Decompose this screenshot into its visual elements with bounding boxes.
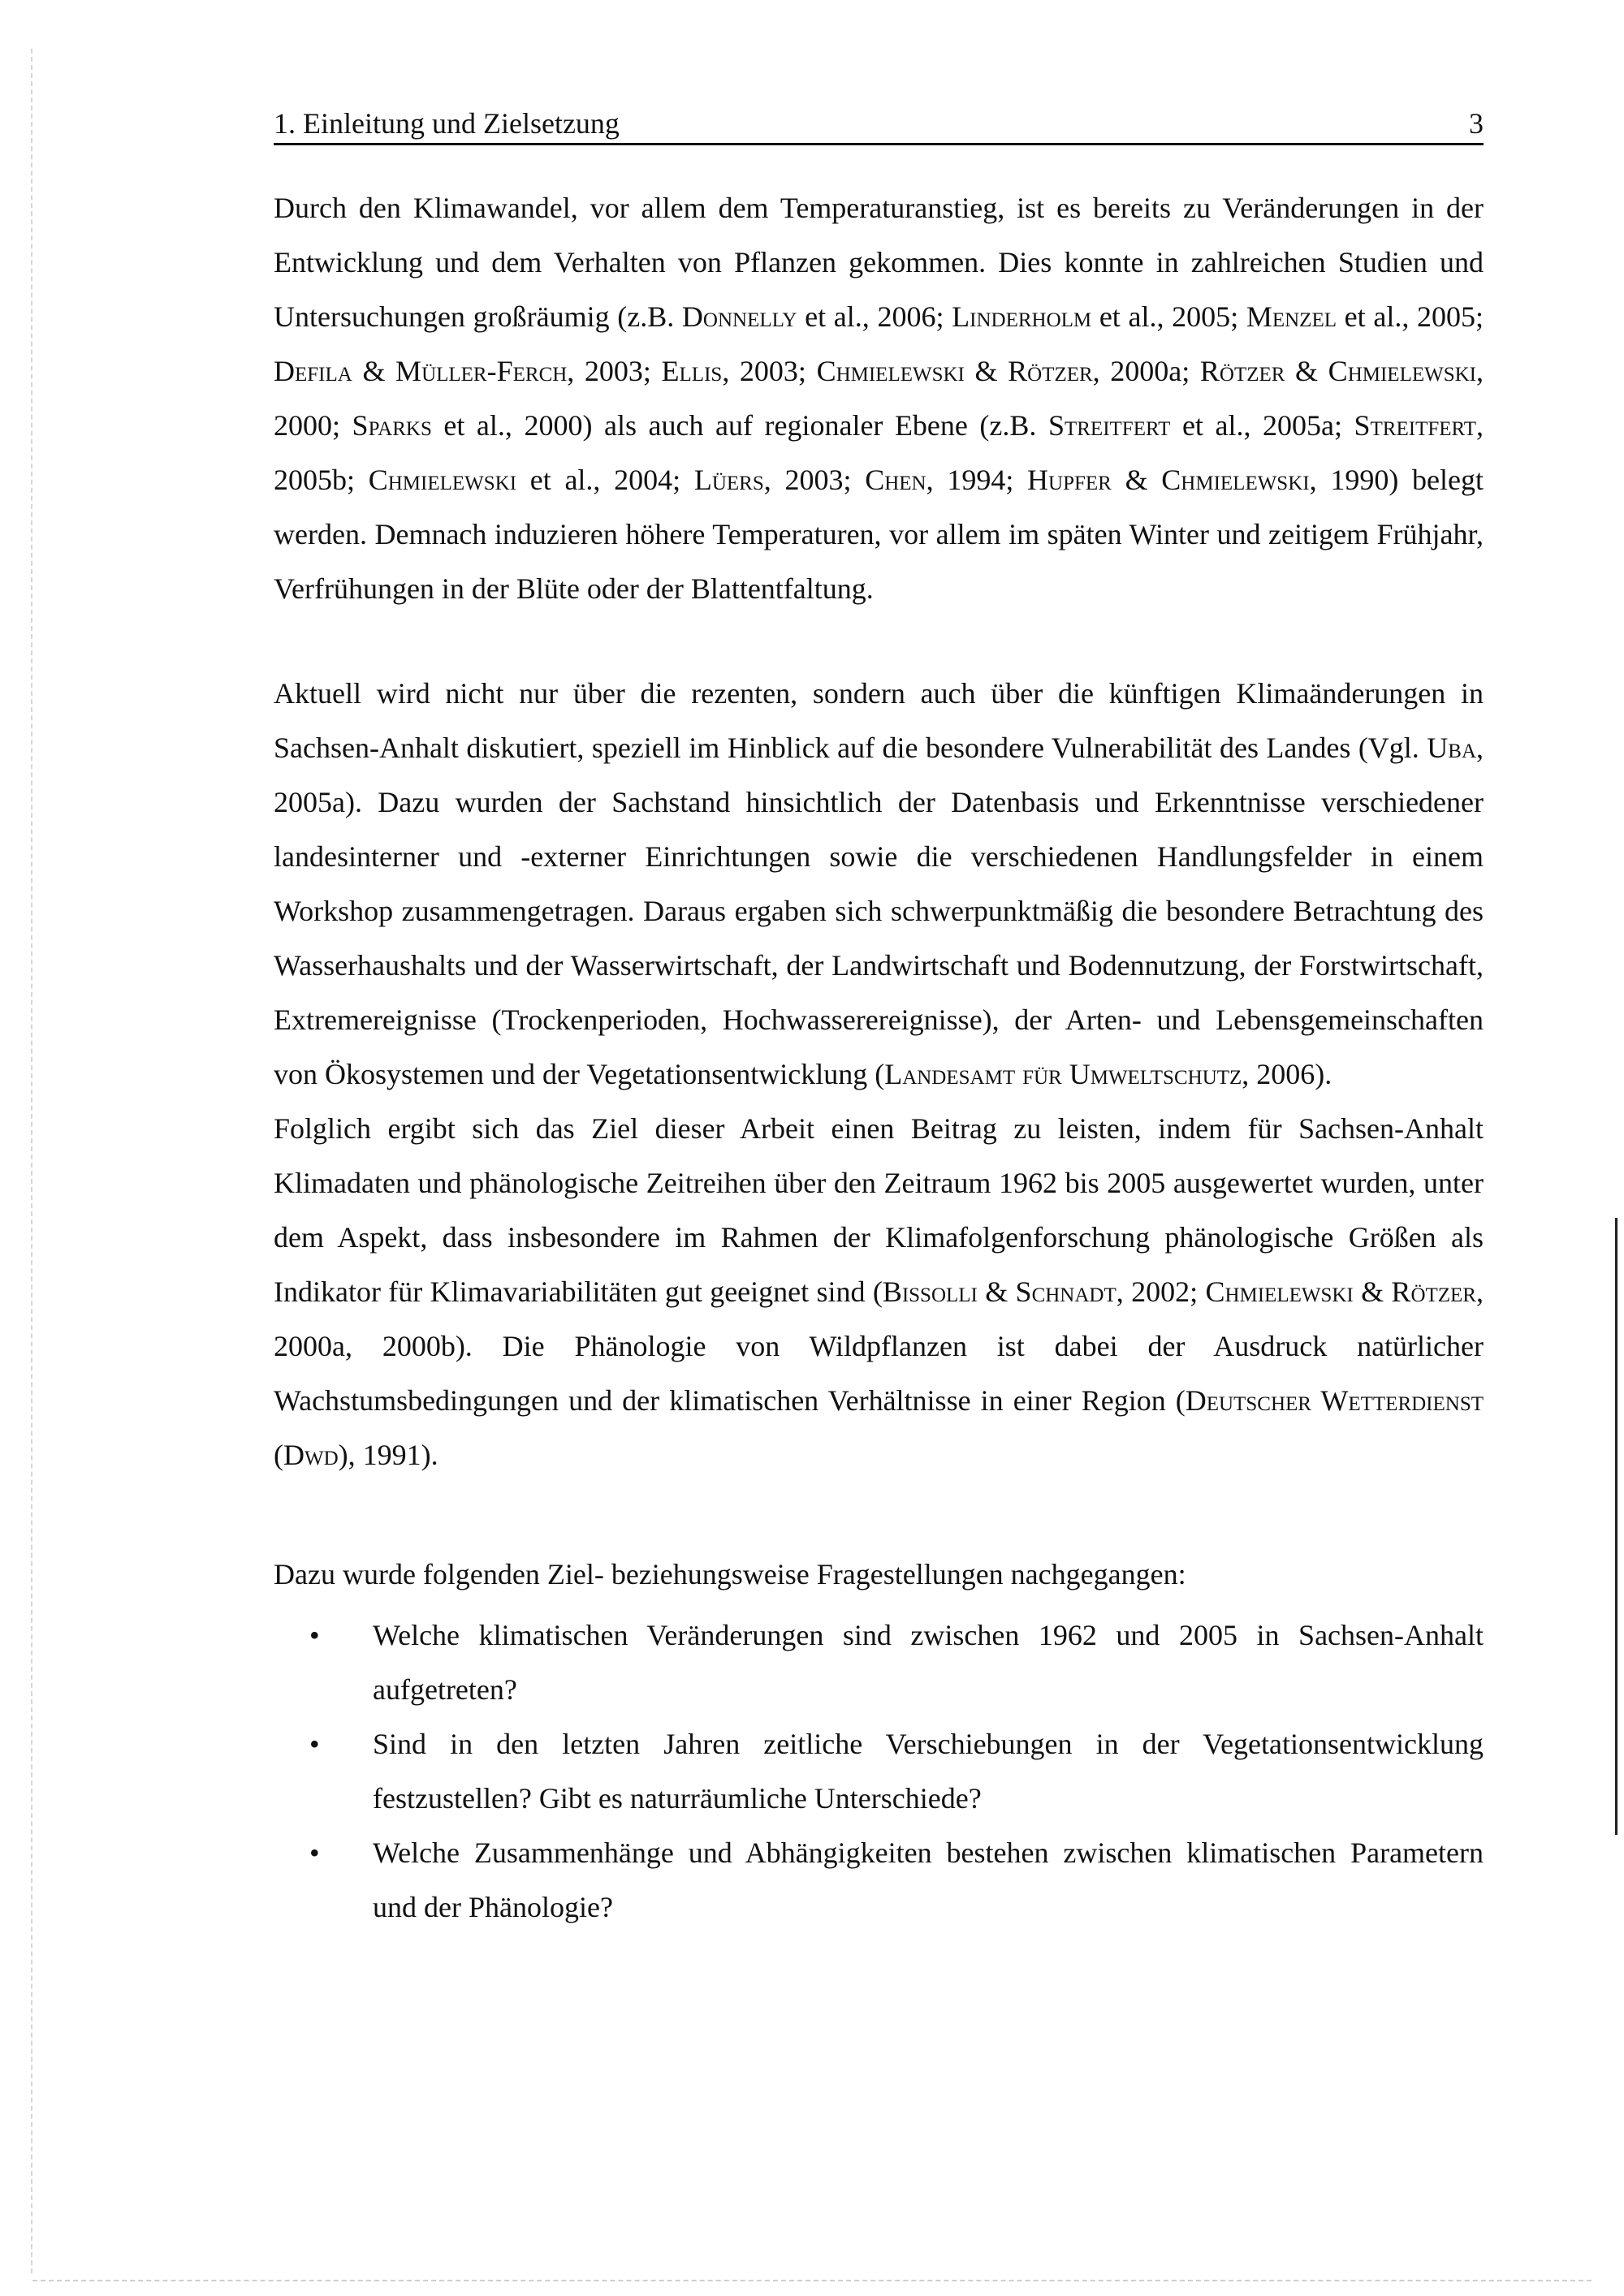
text-run: , 1990) belegt werden. Demnach induzieren höhere Temperaturen, vor allem im späten Winter und zeitigem Frühjahr, Verfrühungen in der Blüte oder der Blattentfaltung. (274, 464, 1484, 605)
text-run: , 2006). (1242, 1058, 1332, 1090)
text-run: , 2003; (567, 355, 662, 387)
citation-author: Linderholm (952, 300, 1092, 333)
text-run: , 2002; (1116, 1275, 1206, 1308)
citation-author: Dwd (283, 1439, 339, 1471)
questions-intro: Dazu wurde folgenden Ziel- beziehungsweise Fragestellungen nachgegangen: (274, 1558, 1186, 1590)
text-run: Aktuell wird nicht nur über die rezenten, sondern auch über die künftigen Klimaänderungen in Sachsen-Anhalt diskutiert, speziell im Hinblick auf die besondere Vulnerabilität des Landes (Vgl. (274, 677, 1484, 764)
list-item (274, 1826, 1484, 1935)
citation-author: Hupfer & Chmielewski (1027, 464, 1310, 496)
citation-author: Defila & Müller-Ferch (274, 355, 568, 387)
chapter-title: 1. Einleitung und Zielsetzung (274, 107, 620, 140)
citation-author: Chmielewski (368, 464, 517, 496)
text-run: Folglich ergibt sich das Ziel dieser Arbeit einen Beitrag zu leisten, indem für Sachsen-Anhalt Klimadaten und phänologische Zeitreihen über den Zeitraum 1962 bis 2005 ausgewertet wurden, unter dem Aspekt, dass insbesondere im Rahmen der Klimafolgenforschung phänologische Größen als Indikator für Klimavariabilitäten gut geeignet sind ( (274, 1112, 1484, 1308)
question-text: Welche klimatischen Veränderungen sind zwischen 1962 und 2005 in Sachsen-Anhalt aufgetreten? (373, 1619, 1484, 1706)
question-text: Welche Zusammenhänge und Abhängigkeiten bestehen zwischen klimatischen Parametern und der Phänologie? (373, 1836, 1484, 1923)
text-run: , 2000; (274, 355, 1484, 442)
paragraph-3 (274, 1102, 1484, 1482)
citation-author: Deutscher Wetterdienst (1185, 1384, 1484, 1417)
scan-edge-left (31, 49, 32, 2273)
scan-edge-right (1615, 1218, 1618, 1835)
page-number: 3 (1469, 107, 1484, 140)
body-text (274, 181, 1484, 1935)
citation-author: Streitfert (1354, 409, 1476, 442)
text-run: , 2000a; (1092, 355, 1200, 387)
citation-author: Menzel (1246, 300, 1337, 333)
citation-author: Lüers (693, 464, 764, 496)
text-run: et al., 2005; (1091, 300, 1246, 333)
running-header (274, 107, 1484, 145)
questions-list (274, 1608, 1484, 1935)
list-item (274, 1608, 1484, 1717)
text-run: , 2005b; (274, 409, 1484, 496)
scan-edge-bottom (32, 2280, 1592, 2281)
citation-author: Chmielewski & Rötzer (1205, 1275, 1476, 1308)
paragraph-2 (274, 667, 1484, 1102)
citation-author: Rötzer & Chmielewski (1199, 355, 1476, 387)
text-run: et al., 2000) als auch auf regionaler Ebene (z.B. (431, 409, 1048, 442)
text-run: et al., 2004; (516, 464, 694, 496)
citation-author: Landesamt für Umweltschutz (884, 1058, 1242, 1090)
text-run: , 2000a, 2000b). Die Phänologie von Wildpflanzen ist dabei der Ausdruck natürlicher Wachstumsbedingungen und der klimatischen Verhältnisse in einer Region ( (274, 1275, 1484, 1417)
text-run: et al., 2005; (1337, 300, 1484, 333)
text-run: et al., 2005a; (1170, 409, 1354, 442)
citation-author: Chen (865, 464, 926, 496)
bullet-icon: • (309, 1619, 320, 1651)
text-run: et al., 2006; (797, 300, 952, 333)
question-text: Sind in den letzten Jahren zeitliche Verschiebungen in der Vegetationsentwicklung festzustellen? Gibt es naturräumliche Unterschiede? (373, 1728, 1484, 1815)
text-run: , 2005a). Dazu wurden der Sachstand hinsichtlich der Datenbasis und Erkenntnisse verschiedener landesinterner und -externer Einrichtungen sowie die verschiedenen Handlungsfelder in einem Workshop zusammengetragen. Daraus ergaben sich schwerpunktmäßig die besondere Betrachtung des Wasserhaushalts und der Wasserwirtschaft, der Landwirtschaft und Bodennutzung, der Forstwirtschaft, Extremereignisse (Trockenperioden, Hochwasserereignisse), der Arten- und Lebensgemeinschaften von Ökosystemen und der Vegetationsentwicklung ( (274, 732, 1484, 1090)
citation-author: Sparks (352, 409, 432, 442)
citation-author: Donnelly (681, 300, 797, 333)
document-page (274, 107, 1484, 1935)
text-run: Durch den Klimawandel, vor allem dem Temperaturanstieg, ist es bereits zu Veränderungen in der Entwicklung und dem Verhalten von Pflanzen gekommen. Dies konnte in zahlreichen Studien und Untersuchungen großräumig (z.B. (274, 192, 1484, 333)
paragraph-1 (274, 181, 1484, 616)
citation-author: Streitfert (1047, 409, 1171, 442)
citation-author: Ellis (661, 355, 723, 387)
text-run: , 2003; (763, 464, 866, 496)
citation-author: Uba (1427, 732, 1476, 764)
bullet-icon: • (309, 1728, 320, 1760)
list-item (274, 1717, 1484, 1826)
bullet-icon: • (309, 1836, 320, 1869)
citation-author: Bissolli & Schnadt (882, 1275, 1116, 1308)
citation-author: Chmielewski & Rötzer (816, 355, 1093, 387)
text-run: ), 1991). (338, 1439, 438, 1471)
text-run: ( (274, 1439, 283, 1471)
text-run: , 1994; (926, 464, 1028, 496)
text-run: , 2003; (722, 355, 817, 387)
